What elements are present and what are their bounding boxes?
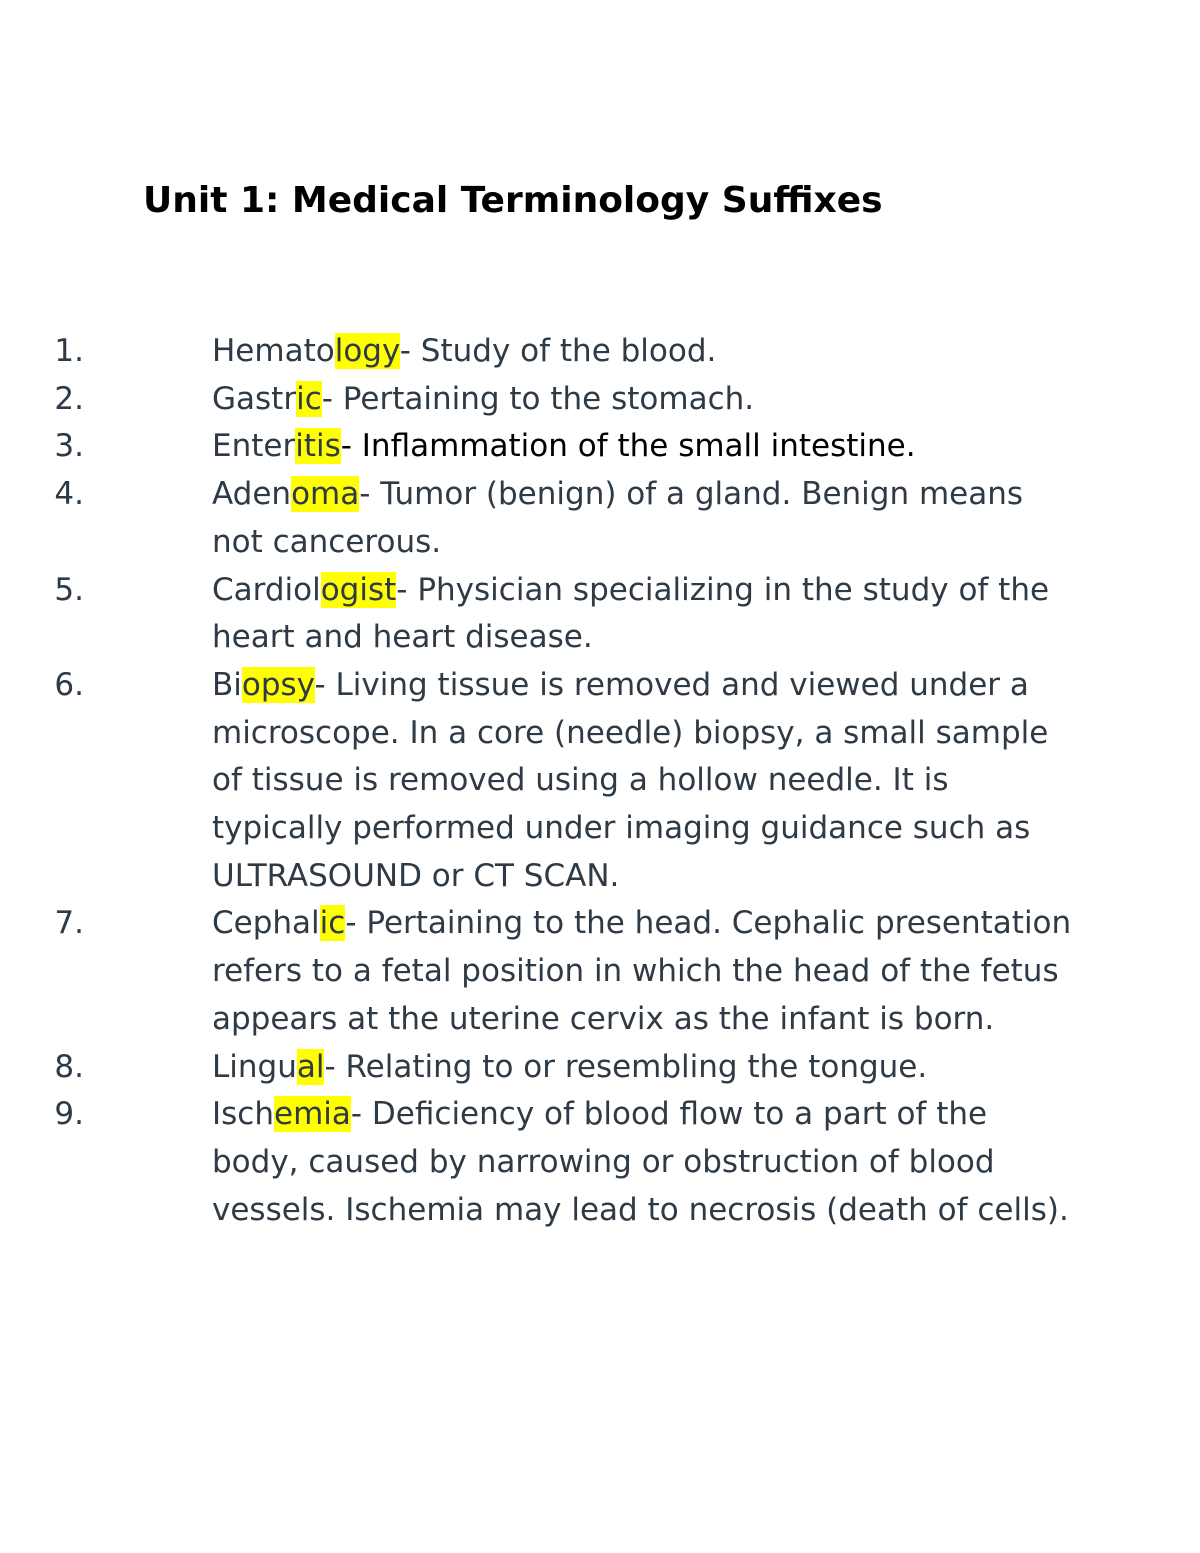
term-prefix: Lingu xyxy=(212,1048,297,1085)
list-item-number: 7. xyxy=(54,905,84,942)
term-description: - Tumor (benign) of a gland. Benign means not cancerous. xyxy=(212,476,1024,560)
term-description: - Pertaining to the stomach. xyxy=(321,380,755,417)
list-item-biopsy xyxy=(0,662,1072,901)
document-title: Unit 1: Medical Terminology Suffixes xyxy=(143,180,883,221)
list-item-cardiologist xyxy=(0,567,1072,662)
list-item-number: 9. xyxy=(54,1096,84,1133)
term-description: - Relating to or resembling the tongue. xyxy=(324,1048,928,1085)
list-item-number: 6. xyxy=(54,666,84,703)
term-prefix: Cardiol xyxy=(212,571,321,608)
highlighted-suffix: itis xyxy=(295,428,341,465)
highlighted-suffix: ic xyxy=(319,905,346,942)
term-description: - Pertaining to the head. Cephalic presentation refers to a fetal position in which the head of the fetus appears at the uterine cervix as the infant is born. xyxy=(212,905,1072,1037)
term-description: - Inflammation of the small intestine. xyxy=(340,428,916,465)
highlighted-suffix: al xyxy=(296,1048,325,1085)
list-item-cephalic xyxy=(0,900,1072,1043)
list-item-number: 1. xyxy=(54,333,84,369)
term-prefix: Aden xyxy=(212,476,292,513)
list-item-enteritis xyxy=(0,423,1072,471)
list-item-number: 8. xyxy=(54,1048,84,1085)
term-description: - Physician specializing in the study of the heart and heart disease. xyxy=(212,571,1050,656)
list-item-hematology xyxy=(0,328,1072,376)
list-item-adenoma xyxy=(0,471,1072,566)
term-prefix: Bi xyxy=(212,666,242,703)
list-item-number: 4. xyxy=(54,476,84,513)
list-item-gastric xyxy=(0,376,1072,424)
highlighted-suffix: logy xyxy=(334,333,400,369)
term-prefix: Cephal xyxy=(212,905,320,942)
highlighted-suffix: oma xyxy=(291,476,360,513)
highlighted-suffix: emia xyxy=(274,1096,351,1133)
highlighted-suffix: opsy xyxy=(241,666,315,703)
term-prefix: Isch xyxy=(212,1096,274,1133)
highlighted-suffix: ic xyxy=(296,380,322,417)
term-description: - Study of the blood. xyxy=(399,333,717,369)
highlighted-suffix: ogist xyxy=(320,571,397,608)
list-item-number: 5. xyxy=(54,571,84,608)
term-description: - Living tissue is removed and viewed under a microscope. In a core (needle) biopsy, a small sample of tissue is removed using a hollow needle. It is typically performed under imaging guidance such as ULTRASOUND or CT SCAN. xyxy=(212,666,1049,894)
term-prefix: Enter xyxy=(212,428,296,465)
suffix-term-list xyxy=(0,328,1200,1234)
list-item-number: 2. xyxy=(54,380,84,417)
list-item-number: 3. xyxy=(54,428,84,465)
term-prefix: Hemato xyxy=(212,333,335,369)
term-prefix: Gastr xyxy=(212,380,297,417)
list-item-ischemia xyxy=(0,1091,1072,1234)
term-description: - Deficiency of blood flow to a part of the body, caused by narrowing or obstruction of blood vessels. Ischemia may lead to necrosis (death of cells). xyxy=(212,1096,1069,1228)
list-item-lingual xyxy=(0,1044,1072,1092)
